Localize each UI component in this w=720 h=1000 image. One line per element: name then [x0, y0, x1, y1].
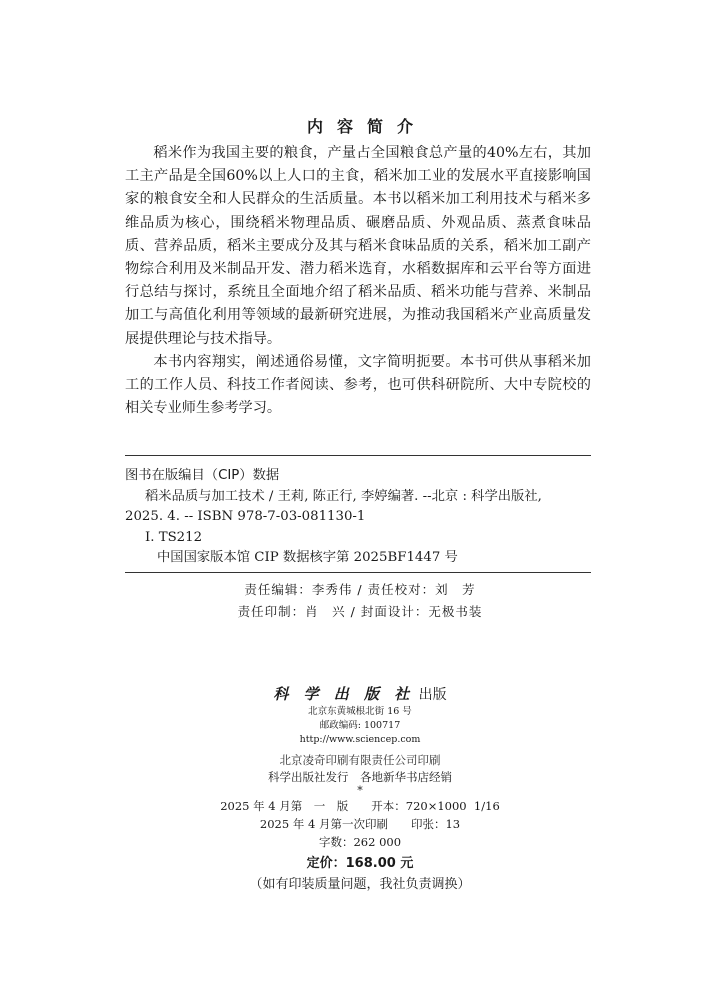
distribution-line: 科学出版社发行 各地新华书店经销 — [268, 770, 452, 784]
cip-classification-line: Ⅰ. TS212 — [145, 529, 203, 545]
publisher-address: 北京东黄城根北街 16 号 — [308, 706, 412, 717]
publisher-postcode: 邮政编码: 100717 — [319, 720, 401, 731]
publisher-name: 科 学 出 版 社 — [273, 685, 415, 703]
editor-credits: 责任编辑：李秀伟 / 责任校对：刘 芳 — [244, 582, 476, 597]
imprint-block — [0, 684, 720, 895]
word-count: 字数：262 000 — [318, 835, 402, 849]
summary-paragraph-2: 本书内容翔实，阐述通俗易懂，文字简明扼要。本书可供从事稻米加工的工作人员、科技工作者阅读、参考，也可供科研院所、大中专院校的相关专业师生参考学习。 — [125, 353, 591, 417]
production-credits: 责任印制：肖 兴 / 封面设计：无极书装 — [237, 604, 483, 619]
printing-line: 2025 年 4 月第一次印刷 印张：13 — [259, 817, 461, 831]
cip-top-rule — [125, 455, 591, 456]
printer-line: 北京凌奇印刷有限责任公司印刷 — [279, 753, 441, 767]
publisher-website: http://www.sciencep.com — [299, 734, 421, 745]
publisher-suffix: 出版 — [418, 687, 447, 703]
summary-title: 内容简介 — [306, 117, 427, 136]
publisher-line — [0, 684, 720, 705]
cip-record-line: 中国国家版本馆 CIP 数据核字第 2025BF1447 号 — [157, 550, 458, 565]
summary-paragraph-1: 稻米作为我国主要的粮食，产量占全国粮食总产量的40%左右，其加工主产品是全国60%以上人口的主食，稻米加工业的发展水平直接影响国家的粮食安全和人民群众的生活质量。本书以稻米加工利用技术与稻米多维品质为核心，围绕稻米物理品质、碾磨品质、外观品质、蒸煮食味品质、营养品质，稻米主要成分及其与稻米食味品质的关系，稻米加工副产物综合利用及米制品开发、潜力稻米选育，水稻数据库和云平台等方面进行总结与探讨，系统且全面地介绍了稻米品质、稻米功能与营养、米制品加工与高值化利用等领域的最新研究进展，为推动我国稻米产业高质量发展提供理论与技术指导。 — [125, 145, 591, 347]
cip-heading: 图书在版编目（CIP）数据 — [125, 468, 280, 483]
quality-note: （如有印装质量问题，我社负责调换） — [249, 877, 471, 892]
price: 定价：168.00 元 — [306, 856, 414, 871]
cip-title-line: 稻米品质与加工技术 / 王莉, 陈正行, 李婷编著. --北京 : 科学出版社, — [145, 488, 542, 504]
edition-line: 2025 年 4 月第 一 版 开本：720×1000 1/16 — [220, 799, 500, 813]
summary-body — [125, 142, 591, 420]
cip-block — [125, 466, 591, 569]
cip-bottom-rule — [125, 572, 591, 573]
separator-star: * — [357, 784, 363, 797]
cip-isbn-line: 2025. 4. -- ISBN 978-7-03-081130-1 — [125, 509, 366, 524]
